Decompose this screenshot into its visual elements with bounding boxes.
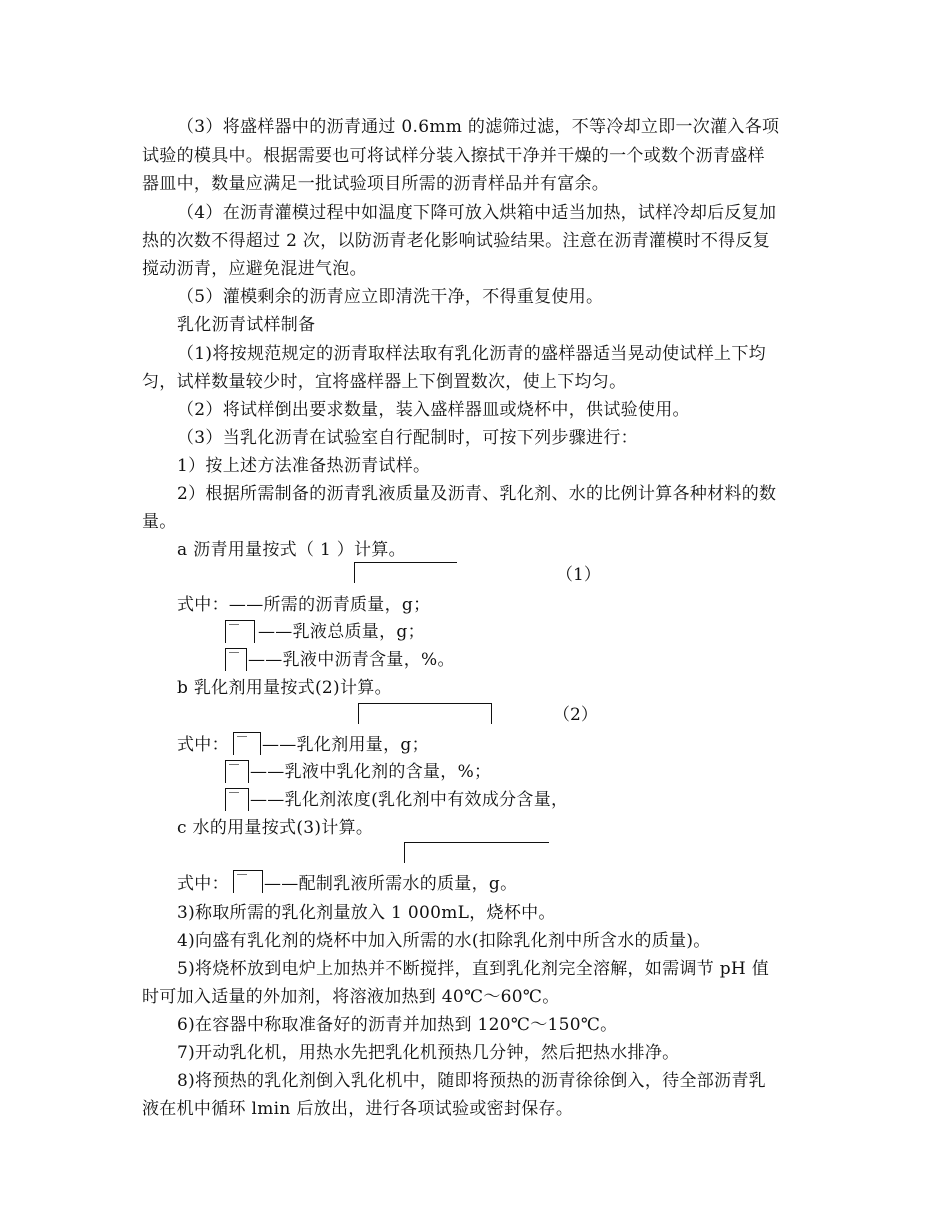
paragraph-4-line-3: 搅动沥青，应避免混进气泡。 [142,259,367,279]
formula-c-where-prefix: 式中： [177,874,229,894]
equation-number-2: （2） [553,705,598,725]
formula-c-title: c 水的用量按式(3)计算。 [177,818,374,838]
paragraph-5-line-1: （5）灌模剩余的沥青应立即清洗干净，不得重复使用。 [177,287,604,307]
substep-3: 3)称取所需的乳化剂量放入 1 000mL，烧杯中。 [177,903,556,923]
symbol-image [233,870,263,893]
paragraph-3-line-2: 试验的模具中。根据需要也可将试样分装入擦拭干净并干燥的一个或数个沥青盛样 [142,146,765,166]
emulsion-step-2: （2）将试样倒出要求数量，装入盛样器皿或烧杯中，供试验使用。 [177,400,690,420]
substep-7: 7)开动乳化机，用热水先把乳化机预热几分钟，然后把热水排净。 [177,1043,680,1063]
substep-5-line-2: 时可加入适量的外加剂，将溶液加热到 40℃～60℃。 [142,987,560,1007]
substep-6: 6)在容器中称取准备好的沥青并加热到 120℃～150℃。 [177,1015,618,1035]
substep-4: 4)向盛有乳化剂的烧杯中加入所需的水(扣除乳化剂中所含水的质量)。 [177,931,711,951]
section-heading: 乳化沥青试样制备 [177,315,316,335]
symbol-image [225,648,247,671]
formula-a-title: a 沥青用量按式（ 1 ）计算。 [177,540,406,560]
substep-5-line-1: 5)将烧杯放到电炉上加热并不断搅拌，直到乳化剂完全溶解，如需调节 pH 值 [177,959,770,979]
substep-8-line-2: 液在机中循环 lmin 后放出，进行各项试验或密封保存。 [142,1099,574,1119]
symbol-image [225,760,249,783]
formula-b-def-0: ——乳化剂用量，g； [262,735,429,755]
emulsion-step-1-line-1: （1)将按规范规定的沥青取样法取有乳化沥青的盛样器适当晃动使试样上下均 [177,344,766,364]
formula-a-def-1: ——乳液总质量，g； [258,622,425,642]
formula-a-where: 式中：——所需的沥青质量，g； [177,595,431,615]
formula-b-def-2: ——乳化剂浓度(乳化剂中有效成分含量， [250,790,569,810]
formula-b-where-prefix: 式中： [177,735,229,755]
formula-2-image [358,703,492,724]
formula-a-def-2: ——乳液中沥青含量，%。 [248,650,455,670]
substep-2-line-2: 量。 [142,512,177,532]
paragraph-4-line-1: （4）在沥青灌模过程中如温度下降可放入烘箱中适当加热，试样冷却后反复加 [177,203,777,223]
formula-b-def-1: ——乳液中乳化剂的含量，%； [250,762,492,782]
emulsion-step-3: （3）当乳化沥青在试验室自行配制时，可按下列步骤进行： [177,428,638,448]
formula-b-title: b 乳化剂用量按式(2)计算。 [177,678,392,698]
formula-1-image [354,562,457,583]
formula-3-image [404,842,549,863]
paragraph-3-line-1: （3）将盛样器中的沥青通过 0.6mm 的滤筛过滤，不等冷却立即一次灌入各项 [177,117,780,137]
symbol-image [233,732,261,755]
emulsion-step-1-line-2: 匀，试样数量较少时，宜将盛样器上下倒置数次，使上下均匀。 [142,372,627,392]
equation-number-1: （1） [556,565,601,585]
substep-1: 1）按上述方法准备热沥青试样。 [177,456,431,476]
paragraph-4-line-2: 热的次数不得超过 2 次，以防沥青老化影响试验结果。注意在沥青灌模时不得反复 [142,231,771,251]
paragraph-3-line-3: 器皿中，数量应满足一批试验项目所需的沥青样品并有富余。 [142,174,610,194]
formula-c-def-0: ——配制乳液所需水的质量，g。 [264,874,518,894]
substep-2-line-1: 2）根据所需制备的沥青乳液质量及沥青、乳化剂、水的比例计算各种材料的数 [177,484,777,504]
symbol-image [225,788,249,811]
substep-8-line-1: 8)将预热的乳化剂倒入乳化机中，随即将预热的沥青徐徐倒入，待全部沥青乳 [177,1071,766,1091]
symbol-image [225,620,255,643]
